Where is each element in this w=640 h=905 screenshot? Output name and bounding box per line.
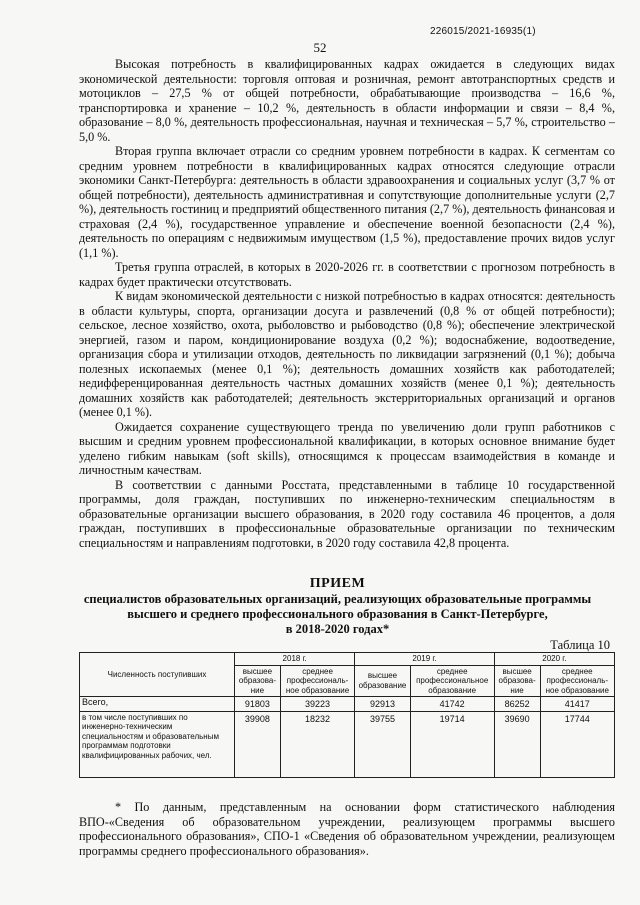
table-cell: 91803	[235, 697, 281, 712]
year-header: 2018 г.	[235, 653, 355, 666]
table-header-row	[80, 653, 615, 666]
paragraph: Вторая группа включает отрасли со средним уровнем потребности в кадрах. К сегментам со средним уровнем потребности в квалифицированных кадрах относятся следующие отрасли экономики Санкт-Петербурга: деятельность в области здравоохранения и социальных услуг (3,7 % от общей потребности), деятельность административная и сопутствующие дополнительные услуги (2,7 %), деятельность гостиниц и предприятий общественного питания (2,7 %), деятельность финансовая и страховая (2,4 %), государственное управление и обеспечение военной безопасности (2,4 %), деятельность по операциям с недвижимым имуществом (1,5 %), предоставление прочих видов услуг (1,1 %).	[79, 144, 615, 260]
table-row	[80, 697, 615, 712]
subheader-cell: среднее профессиональное образование	[410, 665, 494, 697]
table-cell: 39908	[235, 711, 281, 777]
subheader-cell: высшее образование	[355, 665, 410, 697]
table-title-line: в 2018-2020 годах*	[285, 622, 390, 636]
table-cell: 41742	[410, 697, 494, 712]
row-label: в том числе поступивших по инженерно-техническим специальностям и образовательным программам подготовки квалифицированных рабочих, чел.	[80, 711, 235, 777]
year-header: 2020 г.	[494, 653, 614, 666]
body-text	[79, 57, 615, 550]
table-cell: 39690	[494, 711, 540, 777]
year-header: 2019 г.	[355, 653, 494, 666]
table-cell: 18232	[280, 711, 354, 777]
table-cell: 19714	[410, 711, 494, 777]
table-title-line: высшего и среднего профессионального образования в Санкт-Петербурге,	[127, 607, 548, 621]
table-title-main: ПРИЕМ	[309, 576, 366, 591]
subheader-cell: среднее профессиональ-ное образование	[540, 665, 614, 697]
table-cell: 41417	[540, 697, 614, 712]
subheader-cell: высшее образова-ние	[235, 665, 281, 697]
page-number: 52	[313, 40, 327, 55]
table-label: Таблица 10	[550, 638, 610, 652]
table-title	[60, 575, 615, 637]
paragraph: К видам экономической деятельности с низкой потребностью в кадрах относятся: деятельность в области культуры, спорта, организации досуга и развлечений (0,8 % от общей потребности); сельское, лесное хозяйство, охота, рыболовство и рыбоводство (0,8 %); обеспечение электрической энергией, газом и паром, кондиционирование воздуха (0,2 %); водоснабжение, водоотведение, организация сбора и утилизации отходов, деятельность по ликвидации загрязнений (0,1 %); добыча полезных ископаемых (менее 0,1 %); деятельность домашних хозяйств как работодателей; недифференцированная деятельность частных домашних хозяйств (менее 0,1 %); деятельность домашних хозяйств как работодателей; деятельность экстерриториальных организаций и органов (менее 0,1 %).	[79, 289, 615, 419]
subheader-cell: среднее профессиональ-ное образование	[280, 665, 354, 697]
paragraph: Высокая потребность в квалифицированных кадрах ожидается в следующих видах экономической деятельности: торговля оптовая и розничная, ремонт автотранспортных средств и мотоциклов – 27,5 % от общей потребности, обрабатывающие производства – 16,6 %, транспортировка и хранение – 10,2 %, деятельность в области информации и связи – 8,4 %, образование – 8,0 %, деятельность профессиональная, научная и техническая – 5,7 %, строительство – 5,0 %.	[79, 57, 615, 144]
row-header-cell: Численность поступивших	[80, 653, 235, 697]
row-label: Всего,	[80, 697, 235, 712]
table-cell: 39223	[280, 697, 354, 712]
table-row	[80, 711, 615, 777]
table-cell: 39755	[355, 711, 410, 777]
table-title-line: специалистов образовательных организаций, реализующих образовательные программы	[83, 592, 592, 606]
table-cell: 17744	[540, 711, 614, 777]
paragraph: Третья группа отраслей, в которых в 2020-2026 гг. в соответствии с прогнозом потребность в кадрах будет практически отсутствовать.	[79, 260, 615, 289]
footnote-text: * По данным, представленным на основании форм статистического наблюдения ВПО-«Сведения об образовательном учреждении, реализующем программы высшего профессионального образования», СПО-1 «Сведения об образовательном учреждении, реализующем программы среднего профессионального образования».	[79, 800, 615, 858]
paragraph: В соответствии с данными Росстата, представленными в таблице 10 государственной программы, доля граждан, поступивших по инженерно-техническим специальностям в образовательные организации высшего образования, в 2020 году составила 46 процентов, а доля граждан, поступивших в профессиональные образовательные организации по техническим специальностям и направлениям подготовки, в 2020 году составила 42,8 процента.	[79, 477, 615, 550]
table-cell: 92913	[355, 697, 410, 712]
document-id: 226015/2021-16935(1)	[430, 26, 536, 37]
footnote	[79, 800, 615, 858]
subheader-cell: высшее образова-ние	[494, 665, 540, 697]
admissions-table	[79, 652, 615, 778]
paragraph: Ожидается сохранение существующего тренда по увеличению доли групп работников с высшим и средним уровнем профессиональной квалификации, в которых основное внимание будет уделено гибким навыкам (soft skills), относящимся к процессам взаимодействия в команде и личностным качествам.	[79, 419, 615, 477]
table-cell: 86252	[494, 697, 540, 712]
